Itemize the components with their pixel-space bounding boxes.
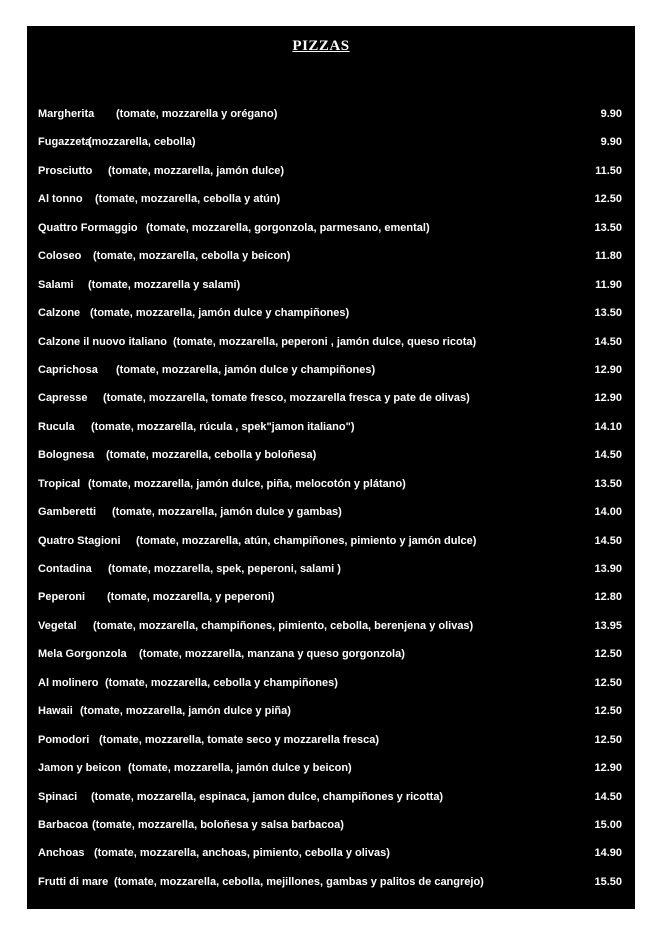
pizza-name: Quattro Formaggio bbox=[38, 221, 138, 234]
pizza-ingredients: (tomate, mozzarella, gorgonzola, parmesano, emental) bbox=[146, 221, 430, 234]
pizza-ingredients: (tomate, mozzarella, jamón dulce y beicon) bbox=[128, 762, 352, 775]
menu-item bbox=[38, 220, 625, 248]
pizza-price: 13.50 bbox=[594, 221, 622, 234]
pizza-ingredients: (tomate, mozzarella y salami) bbox=[88, 278, 241, 291]
pizza-ingredients: (tomate, mozzarella, cebolla y atún) bbox=[95, 193, 281, 206]
pizza-price: 11.80 bbox=[595, 250, 622, 263]
pizza-ingredients: (tomate, mozzarella, cebolla y champiñones) bbox=[105, 676, 338, 689]
pizza-price: 12.50 bbox=[594, 676, 622, 689]
menu-title: PIZZAS bbox=[292, 38, 350, 54]
pizza-ingredients: (tomate, mozzarella, jamón dulce) bbox=[108, 164, 285, 177]
pizza-ingredients: (tomate, mozzarella, jamón dulce y gambas) bbox=[112, 506, 342, 519]
pizza-ingredients: (tomate, mozzarella, rúcula , spek"jamon italiano") bbox=[91, 420, 355, 433]
pizza-ingredients: (tomate, mozzarella, y peperoni) bbox=[107, 591, 275, 604]
pizza-name: Al tonno bbox=[38, 193, 83, 206]
pizza-name: Fugazzeta bbox=[38, 136, 92, 149]
menu-item bbox=[38, 390, 625, 418]
pizza-name: Barbacoa bbox=[38, 818, 89, 831]
pizza-name: Caprichosa bbox=[38, 363, 98, 376]
pizza-name: Margherita bbox=[38, 108, 95, 120]
menu-panel bbox=[27, 26, 635, 909]
pizza-price: 12.50 bbox=[594, 705, 622, 718]
menu-item bbox=[38, 191, 625, 219]
pizza-ingredients: (tomate, mozzarella, atún, champiñones, pimiento y jamón dulce) bbox=[136, 534, 477, 547]
pizza-name: Vegetal bbox=[38, 619, 77, 632]
menu-item bbox=[38, 789, 625, 817]
menu-item bbox=[38, 533, 625, 561]
pizza-ingredients: (tomate, mozzarella, jamón dulce, piña, melocotón y plátano) bbox=[88, 477, 406, 490]
pizza-ingredients: (tomate, mozzarella, jamón dulce y champiñones) bbox=[116, 363, 376, 376]
pizza-name: Quatro Stagioni bbox=[38, 534, 121, 547]
pizza-ingredients: (tomate, mozzarella, cebolla y boloñesa) bbox=[106, 449, 317, 462]
menu-item bbox=[38, 106, 625, 134]
menu-item bbox=[38, 646, 625, 674]
pizza-price: 14.50 bbox=[594, 534, 622, 547]
pizza-price: 13.50 bbox=[594, 477, 622, 490]
menu-item bbox=[38, 277, 625, 305]
pizza-name: Capresse bbox=[38, 392, 88, 405]
pizza-name: Calzone bbox=[38, 307, 81, 320]
pizza-price: 13.50 bbox=[594, 307, 622, 320]
menu-item bbox=[38, 476, 625, 504]
pizza-price: 12.90 bbox=[594, 363, 622, 376]
menu-item bbox=[38, 703, 625, 731]
pizza-price: 12.80 bbox=[594, 591, 622, 604]
menu-item bbox=[38, 305, 625, 333]
pizza-price: 12.50 bbox=[594, 193, 622, 206]
pizza-name: Al molinero bbox=[38, 676, 99, 689]
pizza-name: Hawaii bbox=[38, 705, 73, 718]
pizza-price: 14.90 bbox=[594, 847, 622, 860]
pizza-price: 9.90 bbox=[600, 108, 622, 120]
pizza-price: 11.50 bbox=[595, 164, 622, 177]
pizza-price: 12.50 bbox=[594, 733, 622, 746]
pizza-name: Anchoas bbox=[38, 847, 85, 860]
menu-item bbox=[38, 817, 625, 845]
pizza-ingredients: (tomate, mozzarella, tomate seco y mozzarella fresca) bbox=[99, 733, 379, 746]
menu-item bbox=[38, 362, 625, 390]
pizza-name: Coloseo bbox=[38, 250, 82, 263]
pizza-name: Contadina bbox=[38, 563, 92, 575]
pizza-name: Prosciutto bbox=[38, 164, 93, 177]
pizza-price: 13.90 bbox=[594, 563, 622, 575]
menu-item bbox=[38, 675, 625, 703]
menu-item bbox=[38, 504, 625, 532]
pizza-name: Spinaci bbox=[38, 790, 78, 803]
pizza-price: 12.90 bbox=[594, 762, 622, 775]
pizza-name: Frutti di mare bbox=[38, 875, 109, 888]
menu-item bbox=[38, 419, 625, 447]
pizza-name: Salami bbox=[38, 278, 74, 291]
pizza-ingredients: (tomate, mozzarella y orégano) bbox=[116, 108, 278, 120]
pizza-ingredients: (tomate, mozzarella, manzana y queso gorgonzola) bbox=[139, 648, 405, 661]
menu-list bbox=[38, 106, 625, 902]
pizza-ingredients: (tomate, mozzarella, tomate fresco, mozzarella fresca y pate de olivas) bbox=[103, 392, 470, 405]
pizza-name: Rucula bbox=[38, 420, 75, 433]
pizza-name: Pomodori bbox=[38, 733, 90, 746]
pizza-price: 15.00 bbox=[594, 818, 622, 831]
pizza-name: Calzone il nuovo italiano bbox=[38, 335, 167, 348]
pizza-name: Peperoni bbox=[38, 591, 86, 604]
pizza-name: Gamberetti bbox=[38, 506, 97, 519]
menu-item bbox=[38, 589, 625, 617]
pizza-ingredients: (tomate, mozzarella, jamón dulce y piña) bbox=[80, 705, 291, 718]
pizza-name: Tropical bbox=[38, 477, 81, 490]
menu-item bbox=[38, 561, 625, 589]
pizza-ingredients: (tomate, mozzarella, cebolla, mejillones, gambas y palitos de cangrejo) bbox=[114, 875, 484, 888]
pizza-name: Jamon y beicon bbox=[38, 762, 122, 775]
pizza-ingredients: (tomate, mozzarella, anchoas, pimiento, cebolla y olivas) bbox=[94, 847, 390, 860]
pizza-price: 14.50 bbox=[594, 790, 622, 803]
pizza-ingredients: (tomate, mozzarella, jamón dulce y champiñones) bbox=[90, 307, 350, 320]
menu-item bbox=[38, 874, 625, 902]
pizza-price: 9.90 bbox=[600, 136, 622, 149]
pizza-price: 14.50 bbox=[594, 449, 622, 462]
menu-item bbox=[38, 845, 625, 873]
menu-item bbox=[38, 163, 625, 191]
menu-item bbox=[38, 760, 625, 788]
pizza-ingredients: (tomate, mozzarella, boloñesa y salsa barbacoa) bbox=[92, 818, 344, 831]
menu-item bbox=[38, 732, 625, 760]
pizza-price: 13.95 bbox=[594, 619, 622, 632]
menu-item bbox=[38, 618, 625, 646]
pizza-price: 11.90 bbox=[595, 278, 622, 291]
pizza-ingredients: (tomate, mozzarella, cebolla y beicon) bbox=[93, 250, 291, 263]
pizza-name: Mela Gorgonzola bbox=[38, 648, 127, 661]
pizza-ingredients: (tomate, mozzarella, champiñones, pimiento, cebolla, berenjena y olivas) bbox=[93, 619, 474, 632]
menu-item bbox=[38, 334, 625, 362]
pizza-price: 14.50 bbox=[594, 335, 622, 348]
pizza-price: 14.10 bbox=[594, 420, 622, 433]
pizza-ingredients: (tomate, mozzarella, espinaca, jamon dulce, champiñones y ricotta) bbox=[91, 790, 444, 803]
pizza-price: 12.50 bbox=[594, 648, 622, 661]
pizza-price: 12.90 bbox=[594, 392, 622, 405]
pizza-ingredients: (tomate, mozzarella, peperoni , jamón dulce, queso ricota) bbox=[173, 335, 477, 348]
menu-item bbox=[38, 447, 625, 475]
menu-item bbox=[38, 134, 625, 162]
pizza-price: 14.00 bbox=[594, 506, 622, 519]
pizza-ingredients: (mozzarella, cebolla) bbox=[88, 136, 196, 149]
menu-item bbox=[38, 248, 625, 276]
pizza-name: Bolognesa bbox=[38, 449, 95, 462]
pizza-ingredients: (tomate, mozzarella, spek, peperoni, salami ) bbox=[108, 563, 341, 575]
pizza-price: 15.50 bbox=[594, 875, 622, 888]
